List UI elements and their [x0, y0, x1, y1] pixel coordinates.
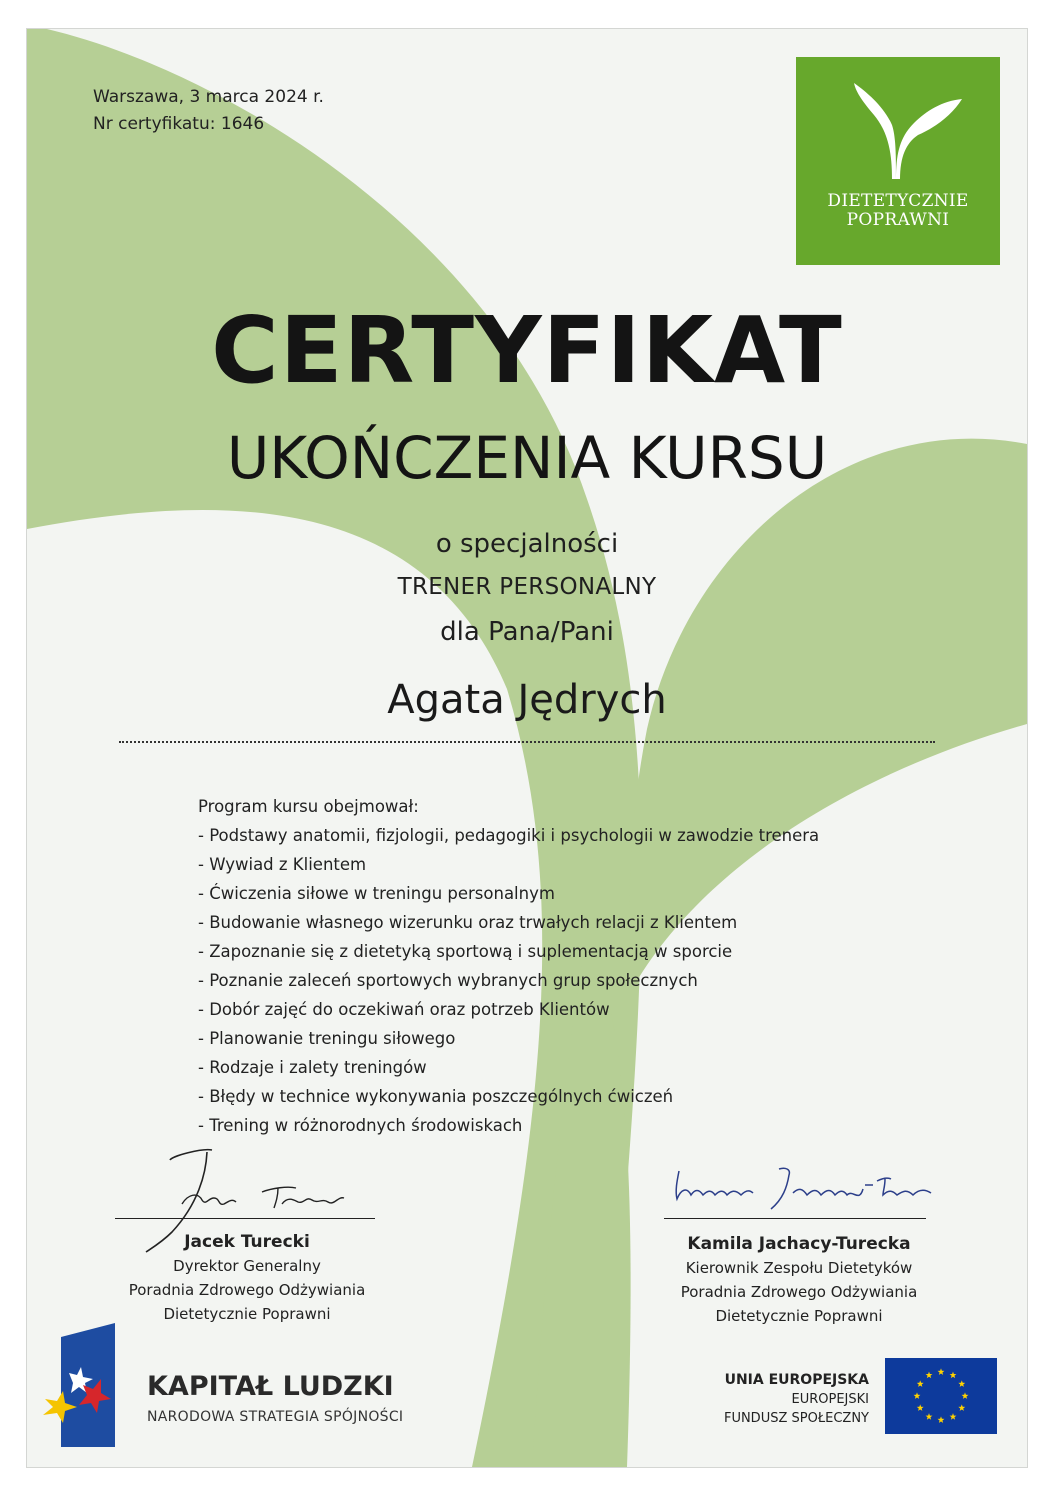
kapital-ludzki-subtitle: NARODOWA STRATEGIA SPÓJNOŚCI [147, 1409, 404, 1425]
kapital-ludzki-title: KAPITAŁ LUDZKI [147, 1371, 394, 1402]
list-item: - Poznanie zaleceń sportowych wybranych grup społecznych [198, 971, 698, 990]
list-item: - Dobór zajęć do oczekiwań oraz potrzeb Klientów [198, 1000, 610, 1019]
eu-flag-icon [885, 1358, 997, 1434]
signatory-right-org: Poradnia Zdrowego Odżywiania [680, 1283, 918, 1301]
recipient-intro: dla Pana/Pani [440, 617, 614, 647]
signature-right [667, 1159, 947, 1219]
specialty-name: TRENER PERSONALNY [397, 574, 657, 600]
certificate-number: Nr certyfikatu: 1646 [93, 114, 265, 134]
list-item: - Ćwiczenia siłowe w treningu personalnym [198, 884, 555, 903]
program-list [198, 821, 819, 1140]
kapital-ludzki-logo-icon [39, 1323, 119, 1449]
header-meta [93, 84, 324, 138]
list-item: - Trening w różnorodnych środowiskach [198, 1116, 523, 1135]
signatory-left [97, 1230, 397, 1326]
certificate-title: CERTYFIKAT [211, 297, 843, 404]
signatory-right-role: Kierownik Zespołu Dietetyków [685, 1259, 913, 1277]
recipient-name: Agata Jędrych [387, 677, 667, 723]
signature-line-left [115, 1218, 375, 1219]
brand-logo-text [796, 192, 1000, 230]
sprout-icon [796, 57, 1000, 187]
list-item: - Błędy w technice wykonywania poszczególnych ćwiczeń [198, 1087, 674, 1106]
list-item: - Podstawy anatomii, fizjologii, pedagogiki i psychologii w zawodzie trenera [198, 826, 820, 845]
brand-line-2: POPRAWNI [846, 210, 950, 230]
eu-title: UNIA EUROPEJSKA [724, 1372, 869, 1388]
list-item: - Rodzaje i zalety treningów [198, 1058, 427, 1077]
list-item: - Planowanie treningu siłowego [198, 1029, 456, 1048]
program-heading: Program kursu obejmował: [198, 797, 419, 816]
signatory-right-brand: Dietetycznie Poprawni [715, 1307, 883, 1325]
signatory-left-role: Dyrektor Generalny [173, 1257, 321, 1275]
eu-line-1: EUROPEJSKI [791, 1392, 869, 1407]
brand-line-1: DIETETYCZNIE [827, 191, 969, 211]
signature-line-right [664, 1218, 926, 1219]
signatory-left-name: Jacek Turecki [184, 1232, 310, 1252]
list-item: - Zapoznanie się z dietetyką sportową i suplementacją w sporcie [198, 942, 733, 961]
certificate-subtitle: UKOŃCZENIA KURSU [226, 424, 828, 492]
eu-text [683, 1371, 869, 1428]
specialty-intro: o specjalności [435, 529, 619, 559]
signatory-right-name: Kamila Jachacy-Turecka [687, 1234, 911, 1254]
certificate-page [26, 28, 1028, 1468]
brand-logo [796, 57, 1000, 265]
list-item: - Budowanie własnego wizerunku oraz trwałych relacji z Klientem [198, 913, 738, 932]
recipient-dotted-line [119, 741, 935, 743]
place-date: Warszawa, 3 marca 2024 r. [93, 87, 324, 107]
course-program [198, 792, 819, 1140]
signatory-left-org: Poradnia Zdrowego Odżywiania [128, 1281, 366, 1299]
signatory-left-brand: Dietetycznie Poprawni [163, 1305, 331, 1323]
eu-line-2: FUNDUSZ SPOŁECZNY [723, 1411, 869, 1426]
list-item: - Wywiad z Klientem [198, 855, 367, 874]
signatory-right [649, 1232, 949, 1328]
